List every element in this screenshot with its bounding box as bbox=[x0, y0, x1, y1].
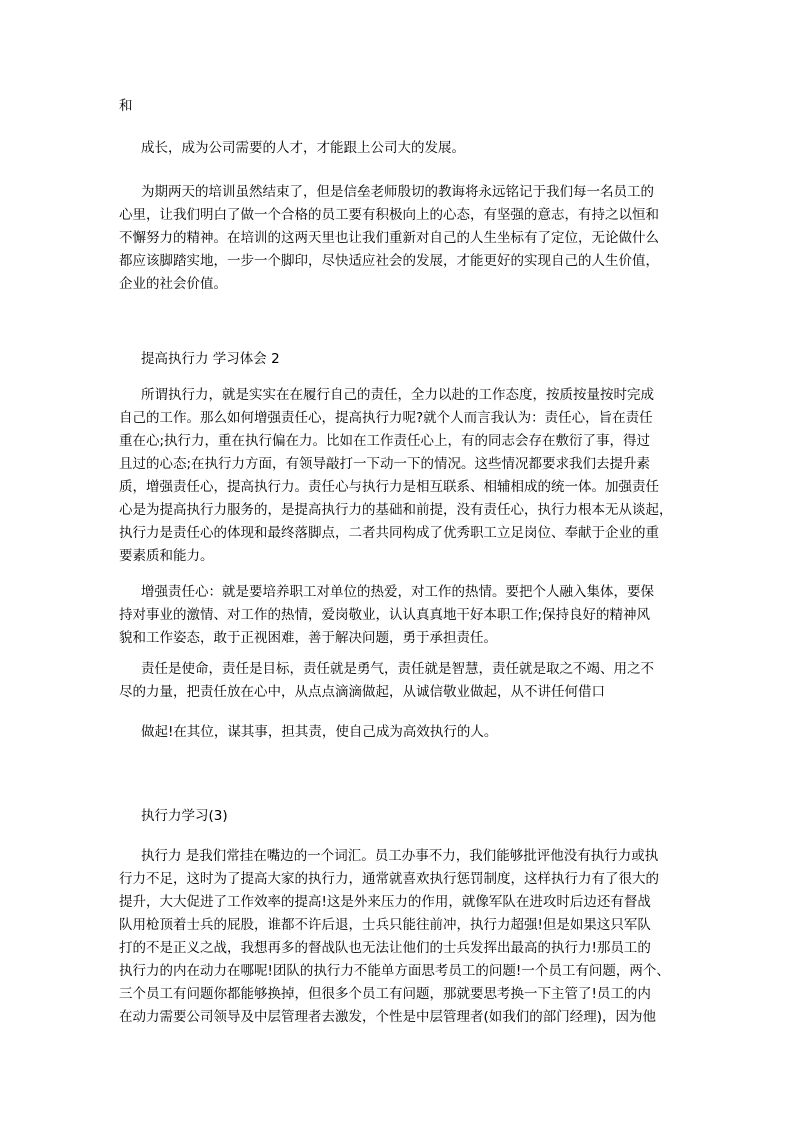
section-title: 提高执行力 学习体会 2 bbox=[141, 351, 280, 367]
text-line: 所谓执行力，就是实实在在履行自己的责任，全力以赴的工作态度，按质按量按时完成 bbox=[141, 387, 654, 403]
text-line: 为期两天的培训虽然结束了，但是信垒老师殷切的教诲将永远铭记于我们每一名员工的 bbox=[141, 184, 654, 200]
text-line: 责任是使命，责任是目标，责任就是勇气，责任就是智慧，责任就是取之不竭、用之不 bbox=[141, 661, 654, 677]
text-line: 增强责任心：就是要培养职工对单位的热爱，对工作的热情。要把个人融入集体，要保 bbox=[141, 584, 654, 600]
paragraph-enhance-responsibility bbox=[119, 581, 654, 650]
text-line: 持对事业的激情、对工作的热情，爱岗敬业，认认真真地干好本职工作;保持良好的精神风 bbox=[119, 607, 651, 623]
paragraph-responsibility-mission bbox=[119, 658, 654, 704]
text-line: 心里，让我们明白了做一个合格的员工要有积极向上的心态，有坚强的意志，有持之以恒和 bbox=[119, 207, 659, 223]
text-line: 且过的心态;在执行力方面，有领导敲打一下动一下的情况。这些情况都要求我们去提升素 bbox=[119, 456, 651, 472]
text-line: 执行力的内在动力在哪呢!团队的执行力不能单方面思考员工的问题!一个员工有问题，两个、 bbox=[119, 963, 670, 979]
text-line: 自己的工作。那么如何增强责任心，提高执行力呢?就个人而言我认为：责任心，旨在责任 bbox=[119, 410, 653, 426]
text-line: 在动力需要公司领导及中层管理者去激发，个性是中层管理者(如我们的部门经理)，因为他 bbox=[119, 1009, 657, 1025]
paragraph-execution-responsibility bbox=[119, 384, 673, 568]
text-line: 重在心;执行力，重在执行偏在力。比如在工作责任心上，有的同志会存在敷衍了事，得过 bbox=[119, 433, 651, 449]
paragraph-training-summary bbox=[119, 181, 659, 296]
section-heading-2 bbox=[119, 348, 280, 371]
text-fragment bbox=[119, 95, 133, 118]
text-line: 执行力是责任心的体现和最终落脚点，二者共同构成了优秀职工立足岗位、奉献于企业的重 bbox=[119, 525, 659, 541]
text-line: 提升，大大促进了工作效率的提高!这是外来压力的作用，就像军队在进攻时后边还有督战 bbox=[119, 894, 651, 910]
text-line: 执行力 是我们常挂在嘴边的一个词汇。员工办事不力，我们能够批评他没有执行力或执 bbox=[141, 848, 659, 864]
text-line: 心是为提高执行力服务的，是提高执行力的基础和前提，没有责任心，执行力根本无从谈起， bbox=[119, 502, 673, 518]
text-line: 行力不足，这时为了提高大家的执行力，通常就喜欢执行惩罚制度，这样执行力有了很大的 bbox=[119, 871, 659, 887]
paragraph-execution-study bbox=[119, 845, 670, 1029]
text-line: 质，增强责任心，提高执行力。责任心与执行力是相互联系、相辅相成的统一体。加强责任 bbox=[119, 479, 659, 495]
text-line: 尽的力量，把责任放在心中，从点点滴滴做起，从诚信敬业做起，从不讲任何借口 bbox=[119, 684, 605, 700]
text-line: 成长，成为公司需要的人才，才能跟上公司大的发展。 bbox=[141, 140, 465, 156]
text-line: 三个员工有问题你都能够换掉，但很多个员工有问题，那就要思考换一下主管了!员工的内 bbox=[119, 986, 651, 1002]
text-line: 不懈努力的精神。在培训的这两天里也让我们重新对自己的人生坐标有了定位，无论做什么 bbox=[119, 230, 659, 246]
paragraph-growth bbox=[119, 137, 465, 160]
section-heading-3 bbox=[119, 805, 228, 828]
text-line: 和 bbox=[119, 98, 133, 114]
text-line: 要素质和能力。 bbox=[119, 548, 214, 564]
paragraph-do-it bbox=[119, 721, 497, 744]
text-line: 貌和工作姿态，敢于正视困难，善于解决问题，勇于承担责任。 bbox=[119, 630, 497, 646]
text-line: 队用枪顶着士兵的屁股，谁都不许后退，士兵只能往前冲，执行力超强!但是如果这只军队 bbox=[119, 917, 651, 933]
text-line: 都应该脚踏实地，一步一个脚印，尽快适应社会的发展，才能更好的实现自己的人生价值， bbox=[119, 253, 659, 269]
section-title: 执行力学习(3) bbox=[141, 808, 228, 824]
text-line: 做起!在其位，谋其事，担其责，使自己成为高效执行的人。 bbox=[141, 724, 498, 740]
text-line: 企业的社会价值。 bbox=[119, 276, 227, 292]
text-line: 打的不是正义之战，我想再多的督战队也无法让他们的士兵发挥出最高的执行力!那员工的 bbox=[119, 940, 651, 956]
